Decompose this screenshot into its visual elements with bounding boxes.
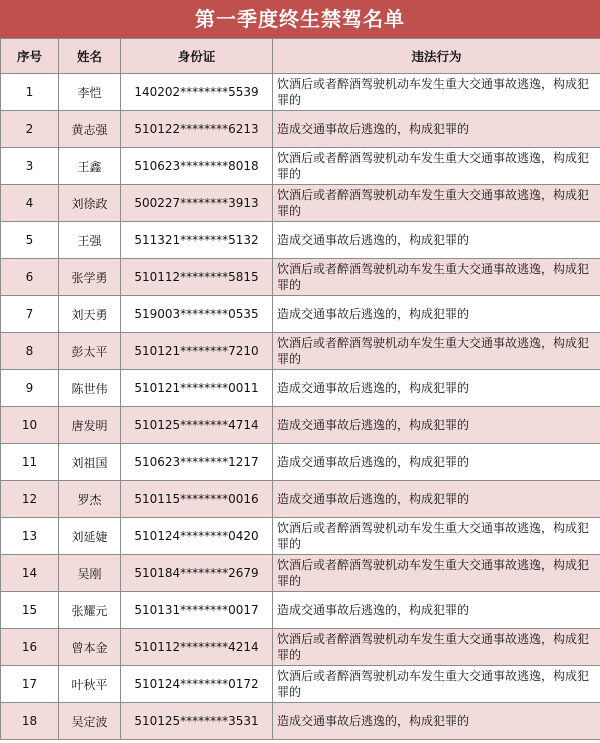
table-row [1, 481, 600, 518]
table-row [1, 629, 600, 666]
table-row [1, 592, 600, 629]
header-id: 身份证 [121, 39, 273, 74]
cell-name: 彭太平 [59, 333, 121, 370]
header-violation: 违法行为 [273, 39, 600, 74]
cell-id-number: 510623********1217 [121, 444, 273, 481]
cell-name: 叶秋平 [59, 666, 121, 703]
cell-name: 唐发明 [59, 407, 121, 444]
cell-name: 刘延婕 [59, 518, 121, 555]
cell-no: 4 [1, 185, 59, 222]
cell-name: 陈世伟 [59, 370, 121, 407]
table-row [1, 111, 600, 148]
cell-violation: 造成交通事故后逃逸的，构成犯罪的 [273, 296, 600, 333]
cell-name: 张学勇 [59, 259, 121, 296]
cell-no: 12 [1, 481, 59, 518]
cell-violation: 造成交通事故后逃逸的，构成犯罪的 [273, 407, 600, 444]
cell-name: 吴刚 [59, 555, 121, 592]
cell-id-number: 140202********5539 [121, 74, 273, 111]
cell-id-number: 510124********0172 [121, 666, 273, 703]
cell-no: 17 [1, 666, 59, 703]
table-row [1, 407, 600, 444]
cell-id-number: 510121********0011 [121, 370, 273, 407]
cell-id-number: 510121********7210 [121, 333, 273, 370]
cell-no: 5 [1, 222, 59, 259]
table-row [1, 148, 600, 185]
cell-violation: 饮酒后或者醉酒驾驶机动车发生重大交通事故逃逸，构成犯罪的 [273, 259, 600, 296]
cell-id-number: 510125********4714 [121, 407, 273, 444]
cell-no: 6 [1, 259, 59, 296]
cell-violation: 饮酒后或者醉酒驾驶机动车发生重大交通事故逃逸，构成犯罪的 [273, 666, 600, 703]
cell-violation: 造成交通事故后逃逸的，构成犯罪的 [273, 444, 600, 481]
table-row [1, 74, 600, 111]
cell-name: 罗杰 [59, 481, 121, 518]
cell-no: 16 [1, 629, 59, 666]
cell-no: 11 [1, 444, 59, 481]
table-row [1, 222, 600, 259]
cell-id-number: 500227********3913 [121, 185, 273, 222]
cell-violation: 造成交通事故后逃逸的，构成犯罪的 [273, 370, 600, 407]
cell-violation: 造成交通事故后逃逸的，构成犯罪的 [273, 592, 600, 629]
table-row [1, 518, 600, 555]
cell-violation: 饮酒后或者醉酒驾驶机动车发生重大交通事故逃逸，构成犯罪的 [273, 74, 600, 111]
cell-id-number: 510122********6213 [121, 111, 273, 148]
cell-violation: 造成交通事故后逃逸的，构成犯罪的 [273, 481, 600, 518]
cell-name: 吴定波 [59, 703, 121, 740]
table-row [1, 296, 600, 333]
table-row [1, 555, 600, 592]
table-row [1, 185, 600, 222]
cell-name: 曾本金 [59, 629, 121, 666]
cell-no: 15 [1, 592, 59, 629]
cell-name: 李恺 [59, 74, 121, 111]
cell-name: 刘祖国 [59, 444, 121, 481]
cell-no: 14 [1, 555, 59, 592]
cell-id-number: 510623********8018 [121, 148, 273, 185]
cell-violation: 造成交通事故后逃逸的，构成犯罪的 [273, 111, 600, 148]
cell-violation: 饮酒后或者醉酒驾驶机动车发生重大交通事故逃逸，构成犯罪的 [273, 629, 600, 666]
header-no: 序号 [1, 39, 59, 74]
cell-id-number: 510124********0420 [121, 518, 273, 555]
header-name: 姓名 [59, 39, 121, 74]
cell-name: 刘徐政 [59, 185, 121, 222]
cell-name: 刘天勇 [59, 296, 121, 333]
table-row [1, 444, 600, 481]
cell-no: 9 [1, 370, 59, 407]
cell-id-number: 510112********4214 [121, 629, 273, 666]
cell-name: 王鑫 [59, 148, 121, 185]
cell-id-number: 510115********0016 [121, 481, 273, 518]
cell-violation: 饮酒后或者醉酒驾驶机动车发生重大交通事故逃逸，构成犯罪的 [273, 518, 600, 555]
cell-no: 1 [1, 74, 59, 111]
cell-no: 3 [1, 148, 59, 185]
cell-id-number: 510131********0017 [121, 592, 273, 629]
table-row [1, 259, 600, 296]
cell-id-number: 510184********2679 [121, 555, 273, 592]
cell-no: 7 [1, 296, 59, 333]
cell-id-number: 519003********0535 [121, 296, 273, 333]
table-row [1, 370, 600, 407]
cell-name: 黄志强 [59, 111, 121, 148]
cell-violation: 造成交通事故后逃逸的，构成犯罪的 [273, 222, 600, 259]
page-title: 第一季度终生禁驾名单 [0, 0, 600, 38]
cell-no: 10 [1, 407, 59, 444]
cell-id-number: 510125********3531 [121, 703, 273, 740]
cell-violation: 饮酒后或者醉酒驾驶机动车发生重大交通事故逃逸，构成犯罪的 [273, 555, 600, 592]
table-row [1, 333, 600, 370]
cell-no: 8 [1, 333, 59, 370]
table-row [1, 666, 600, 703]
cell-violation: 造成交通事故后逃逸的，构成犯罪的 [273, 703, 600, 740]
header-row [1, 39, 600, 74]
table-row [1, 703, 600, 740]
cell-no: 13 [1, 518, 59, 555]
cell-id-number: 511321********5132 [121, 222, 273, 259]
cell-violation: 饮酒后或者醉酒驾驶机动车发生重大交通事故逃逸，构成犯罪的 [273, 333, 600, 370]
cell-no: 18 [1, 703, 59, 740]
cell-name: 王强 [59, 222, 121, 259]
cell-violation: 饮酒后或者醉酒驾驶机动车发生重大交通事故逃逸，构成犯罪的 [273, 148, 600, 185]
ban-list-table [0, 38, 600, 740]
cell-id-number: 510112********5815 [121, 259, 273, 296]
cell-violation: 饮酒后或者醉酒驾驶机动车发生重大交通事故逃逸，构成犯罪的 [273, 185, 600, 222]
cell-name: 张耀元 [59, 592, 121, 629]
cell-no: 2 [1, 111, 59, 148]
